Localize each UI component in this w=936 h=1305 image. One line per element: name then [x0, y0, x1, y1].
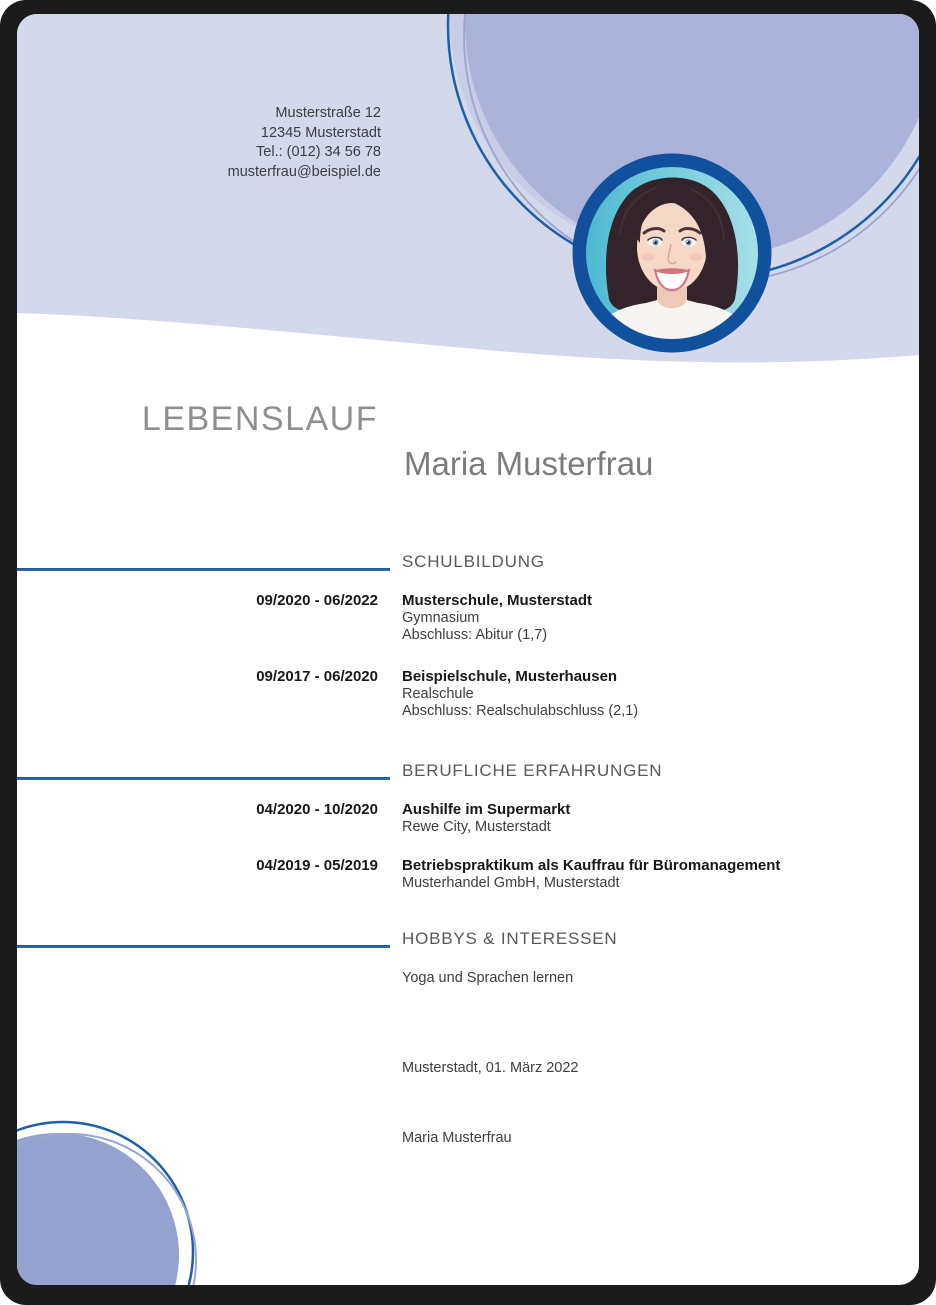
entry-date: 09/2017 - 06/2020 [256, 668, 378, 685]
section-divider-experience [17, 777, 390, 780]
entry-date: 09/2020 - 06/2022 [256, 592, 378, 609]
signature-name: Maria Musterfrau [402, 1130, 512, 1146]
entry-title: Beispielschule, Musterhausen [402, 668, 618, 685]
profile-photo [573, 154, 772, 353]
section-divider-hobbies [17, 945, 390, 948]
resume-page [17, 14, 919, 1285]
entry-date: 04/2020 - 10/2020 [256, 801, 378, 818]
place-date-line: Musterstadt, 01. März 2022 [402, 1060, 579, 1076]
hobbies-text: Yoga und Sprachen lernen [402, 970, 574, 986]
contact-city: 12345 Musterstadt [260, 124, 381, 141]
person-name: Maria Musterfrau [404, 445, 654, 482]
page-decoration [17, 14, 919, 1285]
contact-phone: Tel.: (012) 34 56 78 [256, 144, 381, 160]
entry-date: 04/2019 - 05/2019 [256, 857, 378, 874]
entry-detail: Realschule [402, 686, 474, 702]
entry-detail: Rewe City, Musterstadt [402, 819, 551, 835]
section-heading-hobbies: HOBBYS & INTERESSEN [402, 929, 618, 948]
contact-street: Musterstraße 12 [275, 105, 381, 121]
section-heading-experience: BERUFLICHE ERFAHRUNGEN [402, 761, 663, 780]
entry-detail: Abschluss: Realschulabschluss (2,1) [402, 702, 639, 719]
section-heading-education: SCHULBILDUNG [402, 552, 545, 571]
entry-title: Aushilfe im Supermarkt [402, 801, 571, 818]
document-title: LEBENSLAUF [141, 400, 378, 438]
experience-entry [17, 800, 919, 836]
education-entry [17, 591, 919, 643]
entry-title: Musterschule, Musterstadt [402, 592, 593, 609]
footer-circle-decoration [17, 1122, 196, 1285]
entry-detail: Gymnasium [402, 610, 480, 626]
portrait-illustration [586, 167, 758, 339]
education-entry [17, 667, 919, 719]
entry-detail: Abschluss: Abitur (1,7) [402, 626, 548, 643]
entry-title: Betriebspraktikum als Kauffrau für Büromanagement [402, 857, 781, 874]
experience-entry [17, 856, 919, 892]
entry-detail: Musterhandel GmbH, Musterstadt [402, 875, 620, 891]
section-divider-education [17, 568, 390, 571]
contact-email: musterfrau@beispiel.de [227, 163, 381, 180]
contact-block [17, 104, 381, 182]
